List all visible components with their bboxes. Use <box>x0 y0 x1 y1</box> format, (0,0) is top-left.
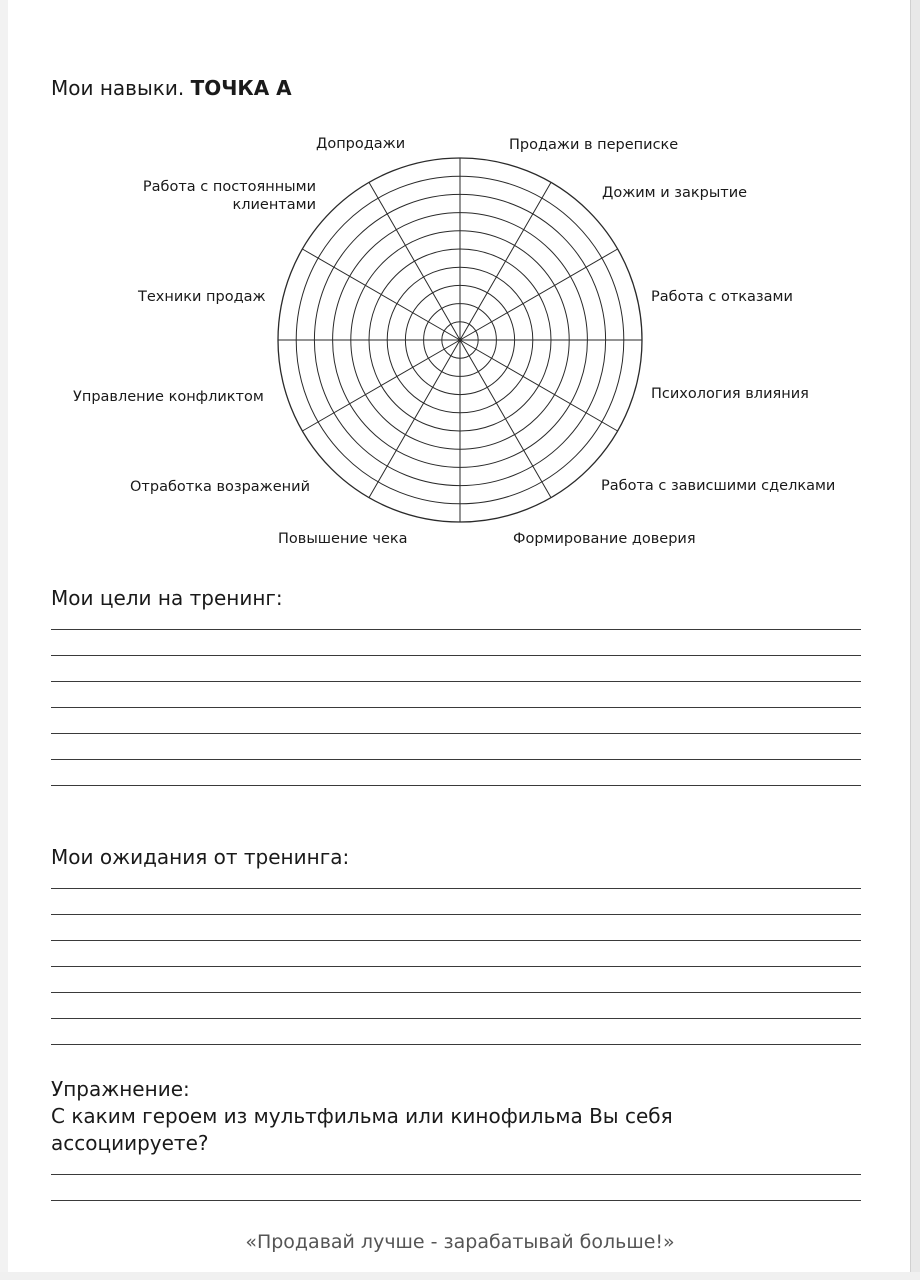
exercise-title: Упражнение: <box>51 1077 190 1101</box>
exercise-question-line2: ассоциируете? <box>51 1131 209 1155</box>
expectations-line[interactable] <box>51 966 861 967</box>
skills-title-strong: ТОЧКА А <box>190 76 292 100</box>
wheel-label-conflict: Управление конфликтом <box>73 389 264 405</box>
expectations-title: Мои ожидания от тренинга: <box>51 845 350 869</box>
wheel-spoke <box>369 182 460 340</box>
exercise-question-line1: С каким героем из мультфильма или кинофильма Вы себя <box>51 1104 673 1128</box>
wheel-label-refusals: Работа с отказами <box>651 289 793 305</box>
goals-line[interactable] <box>51 681 861 682</box>
wheel-spoke <box>460 182 551 340</box>
goals-title: Мои цели на тренинг: <box>51 586 283 610</box>
wheel-label-stuck-deals: Работа с зависшими сделками <box>601 478 836 494</box>
goals-line[interactable] <box>51 733 861 734</box>
expectations-line[interactable] <box>51 914 861 915</box>
expectations-line[interactable] <box>51 1018 861 1019</box>
wheel-spoke <box>460 340 618 431</box>
expectations-line[interactable] <box>51 1044 861 1045</box>
wheel-label-trust: Формирование доверия <box>513 531 696 547</box>
wheel-label-regular-clients-line2: клиентами <box>232 197 316 213</box>
exercise-answer-line[interactable] <box>51 1174 861 1175</box>
goals-line[interactable] <box>51 759 861 760</box>
wheel-label-techniques: Техники продаж <box>138 289 266 305</box>
page-bottom-edge <box>0 1272 920 1280</box>
expectations-line[interactable] <box>51 992 861 993</box>
wheel-spoke <box>460 249 618 340</box>
goals-line[interactable] <box>51 655 861 656</box>
expectations-line[interactable] <box>51 940 861 941</box>
footer-slogan: «Продавай лучше - зарабатывай больше!» <box>245 1231 675 1253</box>
wheel-spoke <box>302 249 460 340</box>
goals-line[interactable] <box>51 707 861 708</box>
wheel-label-regular-clients <box>143 178 316 214</box>
wheel-spoke <box>369 340 460 498</box>
exercise-block <box>51 1076 851 1157</box>
wheel-label-regular-clients-line1: Работа с постоянными <box>142 179 316 195</box>
skills-title-prefix: Мои навыки. <box>51 76 185 100</box>
goals-line[interactable] <box>51 629 861 630</box>
wheel-label-upsell: Допродажи <box>316 136 406 152</box>
goals-line[interactable] <box>51 785 861 786</box>
wheel-label-closing: Дожим и закрытие <box>602 185 748 201</box>
expectations-line[interactable] <box>51 888 861 889</box>
wheel-label-check-increase: Повышение чека <box>278 531 408 547</box>
wheel-spoke <box>302 340 460 431</box>
exercise-answer-line[interactable] <box>51 1200 861 1201</box>
wheel-label-influence: Психология влияния <box>651 386 809 402</box>
wheel-spoke <box>460 340 551 498</box>
wheel-spokes <box>278 158 642 522</box>
skills-wheel <box>0 0 920 560</box>
wheel-label-chat-sales: Продажи в переписке <box>509 137 679 153</box>
wheel-label-objections: Отработка возражений <box>130 479 310 495</box>
